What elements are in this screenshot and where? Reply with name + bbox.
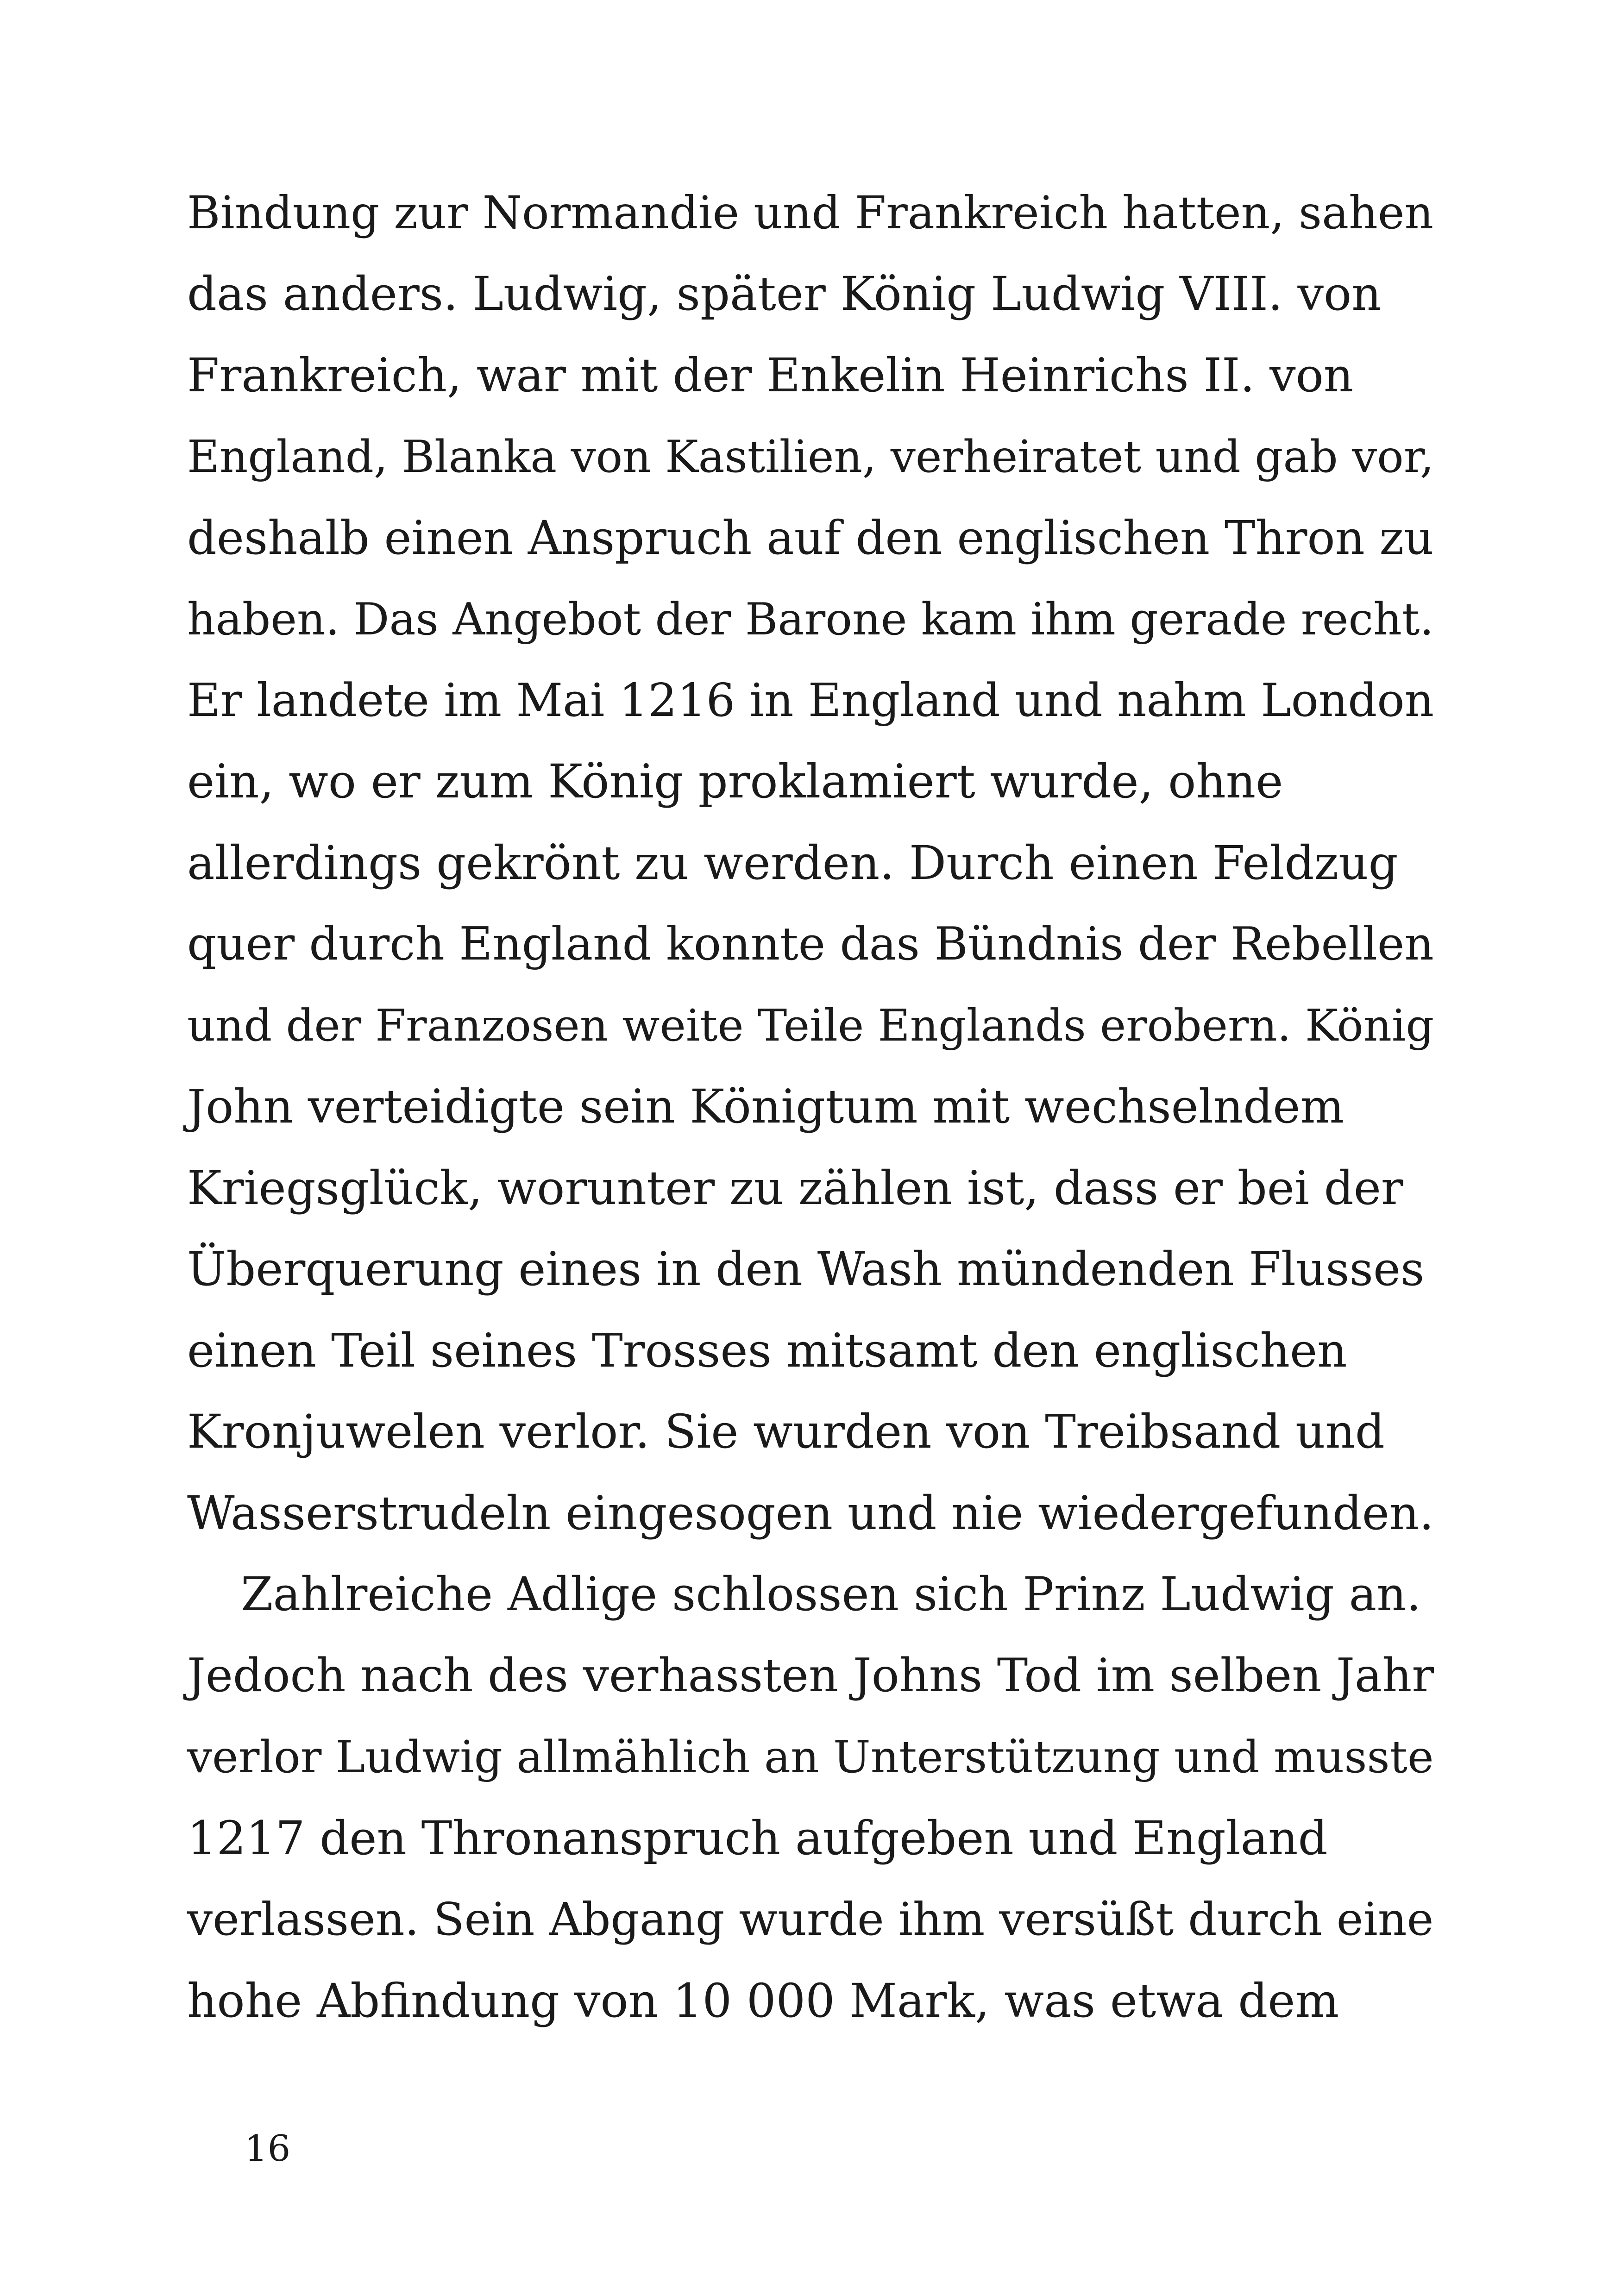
page-number: 16 xyxy=(245,2128,291,2170)
text-line: und der Franzosen weite Teile Englands erobern. König xyxy=(187,1000,1434,1051)
text-line: ein, wo er zum König proklamiert wurde, ohne xyxy=(187,754,1283,809)
text-line: verlor Ludwig allmählich an Unterstützung und musste xyxy=(187,1731,1434,1783)
text-line: Zahlreiche Adlige schlossen sich Prinz Ludwig an. xyxy=(241,1567,1421,1621)
text-line: Er landete im Mai 1216 in England und nahm London xyxy=(187,674,1434,727)
text-line: Bindung zur Normandie und Frankreich hatten, sahen xyxy=(187,187,1434,239)
text-line: England, Blanka von Kastilien, verheiratet und gab vor, xyxy=(187,431,1434,483)
text-line: deshalb einen Anspruch auf den englischen Thron zu xyxy=(187,511,1434,565)
text-line: Wasserstrudeln eingesogen und nie wiedergefunden. xyxy=(187,1486,1434,1540)
text-line: haben. Das Angebot der Barone kam ihm gerade recht. xyxy=(187,593,1434,645)
text-line: John verteidigte sein Königtum mit wechselndem xyxy=(187,1079,1345,1134)
text-line: Kriegsglück, worunter zu zählen ist, dass er bei der xyxy=(187,1161,1403,1215)
text-line: Jedoch nach des verhassten Johns Tod im selben Jahr xyxy=(187,1649,1434,1702)
text-line: das anders. Ludwig, später König Ludwig VIII. von xyxy=(187,267,1382,321)
text-line: verlassen. Sein Abgang wurde ihm versüßt durch eine xyxy=(187,1893,1434,1946)
text-line: Kronjuwelen verlor. Sie wurden von Treibsand und xyxy=(187,1405,1385,1459)
text-line: quer durch England konnte das Bündnis der Rebellen xyxy=(187,917,1434,971)
text-line: hohe Abfindung von 10 000 Mark, was etwa dem xyxy=(187,1974,1339,2028)
text-line: 1217 den Thronanspruch aufgeben und England xyxy=(187,1811,1328,1865)
text-line: Überquerung eines in den Wash mündenden Flusses xyxy=(187,1242,1425,1296)
text-line: allerdings gekrönt zu werden. Durch einen Feldzug xyxy=(187,836,1398,890)
text-line: einen Teil seines Trosses mitsamt den englischen xyxy=(187,1324,1347,1378)
text-line: Frankreich, war mit der Enkelin Heinrichs II. von xyxy=(187,348,1354,402)
